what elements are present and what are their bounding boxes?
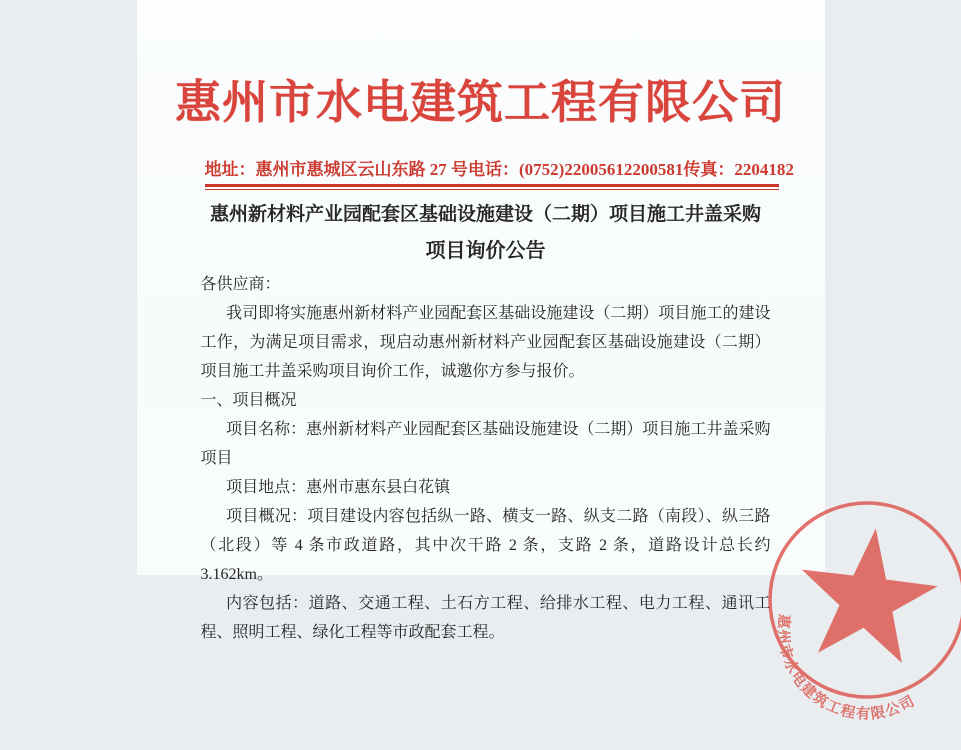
project-contents-paragraph: 内容包括：道路、交通工程、土石方工程、给排水工程、电力工程、通讯工程、照明工程、绿化工程等市政配套工程。	[201, 589, 771, 647]
letterhead-contact-line	[205, 155, 779, 180]
project-name-line: 项目名称：惠州新材料产业园配套区基础设施建设（二期）项目施工井盖采购项目	[201, 415, 771, 473]
scanned-document-page	[137, 0, 825, 575]
document-title-line1: 惠州新材料产业园配套区基础设施建设（二期）项目施工井盖采购	[201, 198, 771, 232]
project-location-line: 项目地点：惠州市惠东县白花镇	[201, 473, 771, 502]
section1-heading: 一、项目概况	[201, 386, 771, 415]
seal-star-icon	[801, 529, 937, 664]
company-name: 惠州市水电建筑工程有限公司	[137, 66, 825, 132]
intro-paragraph: 我司即将实施惠州新材料产业园配套区基础设施建设（二期）项目施工的建设工作，为满足项目需求，现启动惠州新材料产业园配套区基础设施建设（二期）项目施工井盖采购项目询价工作，诚邀你方参与报价。	[201, 299, 771, 386]
company-seal-stamp	[727, 470, 961, 750]
document-body	[201, 198, 771, 647]
company-phone-secondary: 2200581	[624, 160, 684, 180]
salutation: 各供应商：	[201, 270, 771, 299]
divider-thick-line	[205, 184, 779, 187]
company-fax: 传真：2204182	[683, 155, 794, 180]
letterhead-divider	[205, 184, 779, 190]
divider-thin-line	[205, 189, 779, 190]
company-address: 地址：惠州市惠城区云山东路 27 号	[205, 155, 469, 180]
company-phone: 电话：(0752)2200561	[468, 155, 624, 180]
project-overview-paragraph: 项目概况：项目建设内容包括纵一路、横支一路、纵支二路（南段）、纵三路（北段）等 4 条市政道路，其中次干路 2 条，支路 2 条，道路设计总长约 3.162km。	[201, 502, 771, 589]
seal-arc-text: 惠州市水电建筑工程有限公司	[774, 613, 918, 723]
document-title-line2: 项目询价公告	[201, 232, 771, 270]
